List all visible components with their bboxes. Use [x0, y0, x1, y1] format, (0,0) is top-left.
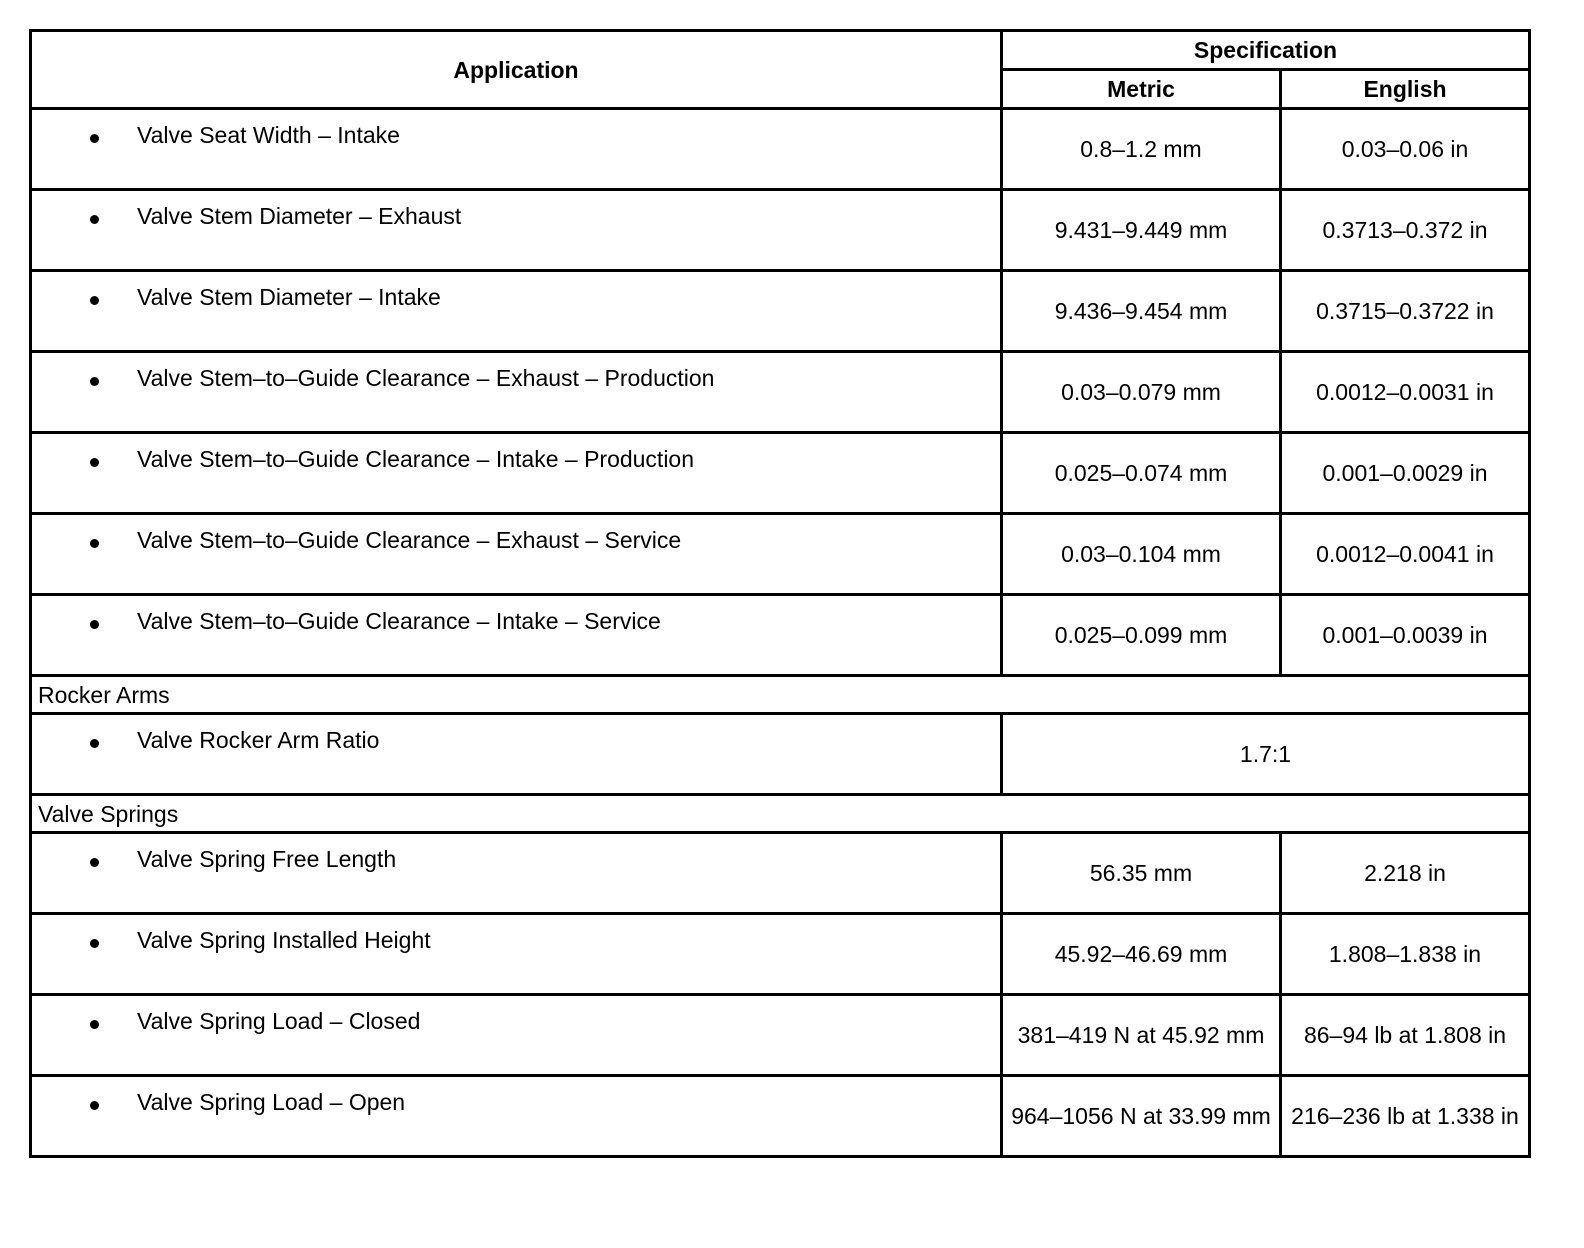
category-label: Valve Springs — [31, 795, 1530, 833]
metric-header: Metric — [1002, 70, 1281, 109]
application-label: Valve Spring Installed Height — [137, 927, 431, 953]
english-value: 0.001–0.0029 in — [1281, 433, 1530, 514]
table-row — [31, 595, 1530, 676]
table-row — [31, 190, 1530, 271]
application-cell — [31, 190, 1002, 271]
bullet-icon — [90, 539, 99, 548]
application-cell — [31, 271, 1002, 352]
english-header: English — [1281, 70, 1530, 109]
category-row-valve-springs — [31, 795, 1530, 833]
english-value: 0.0012–0.0031 in — [1281, 352, 1530, 433]
bullet-icon — [90, 215, 99, 224]
metric-value: 381–419 N at 45.92 mm — [1002, 995, 1281, 1076]
bullet-icon — [90, 939, 99, 948]
ratio-value: 1.7:1 — [1002, 714, 1530, 795]
metric-value: 0.03–0.079 mm — [1002, 352, 1281, 433]
application-cell — [31, 514, 1002, 595]
table-row — [31, 433, 1530, 514]
english-value: 0.03–0.06 in — [1281, 109, 1530, 190]
application-header: Application — [31, 31, 1002, 109]
bullet-icon — [90, 620, 99, 629]
bullet-icon — [90, 739, 99, 748]
application-cell — [31, 433, 1002, 514]
application-label: Valve Seat Width – Intake — [137, 122, 400, 148]
application-cell — [31, 914, 1002, 995]
metric-value: 9.431–9.449 mm — [1002, 190, 1281, 271]
application-label: Valve Stem Diameter – Intake — [137, 284, 441, 310]
specification-table — [29, 29, 1531, 1158]
metric-value: 0.025–0.099 mm — [1002, 595, 1281, 676]
english-value: 0.3715–0.3722 in — [1281, 271, 1530, 352]
bullet-icon — [90, 458, 99, 467]
application-cell — [31, 995, 1002, 1076]
english-value: 0.001–0.0039 in — [1281, 595, 1530, 676]
application-cell — [31, 109, 1002, 190]
header-row-top — [31, 31, 1530, 70]
category-label: Rocker Arms — [31, 676, 1530, 714]
application-cell — [31, 833, 1002, 914]
english-value: 216–236 lb at 1.338 in — [1281, 1076, 1530, 1157]
metric-value: 45.92–46.69 mm — [1002, 914, 1281, 995]
application-label: Valve Spring Load – Closed — [137, 1008, 421, 1034]
specification-header: Specification — [1002, 31, 1530, 70]
metric-value: 9.436–9.454 mm — [1002, 271, 1281, 352]
metric-value: 0.8–1.2 mm — [1002, 109, 1281, 190]
table-row — [31, 109, 1530, 190]
table-row — [31, 514, 1530, 595]
bullet-icon — [90, 858, 99, 867]
english-value: 86–94 lb at 1.808 in — [1281, 995, 1530, 1076]
application-cell — [31, 1076, 1002, 1157]
application-label: Valve Stem–to–Guide Clearance – Intake – Service — [137, 608, 661, 634]
metric-value: 56.35 mm — [1002, 833, 1281, 914]
table-row — [31, 714, 1530, 795]
bullet-icon — [90, 1101, 99, 1110]
bullet-icon — [90, 296, 99, 305]
application-cell — [31, 595, 1002, 676]
application-cell — [31, 352, 1002, 433]
bullet-icon — [90, 134, 99, 143]
application-label: Valve Stem–to–Guide Clearance – Exhaust – Service — [137, 527, 682, 553]
english-value: 0.3713–0.372 in — [1281, 190, 1530, 271]
table-row — [31, 995, 1530, 1076]
application-label: Valve Stem–to–Guide Clearance – Exhaust – Production — [137, 365, 715, 391]
table-row — [31, 914, 1530, 995]
table-row — [31, 352, 1530, 433]
bullet-icon — [90, 1020, 99, 1029]
application-label: Valve Spring Load – Open — [137, 1089, 406, 1115]
english-value: 1.808–1.838 in — [1281, 914, 1530, 995]
table-row — [31, 1076, 1530, 1157]
metric-value: 0.025–0.074 mm — [1002, 433, 1281, 514]
application-label: Valve Rocker Arm Ratio — [137, 727, 380, 753]
application-label: Valve Stem Diameter – Exhaust — [137, 203, 462, 229]
metric-value: 0.03–0.104 mm — [1002, 514, 1281, 595]
bullet-icon — [90, 377, 99, 386]
category-row-rocker-arms — [31, 676, 1530, 714]
table-row — [31, 833, 1530, 914]
english-value: 0.0012–0.0041 in — [1281, 514, 1530, 595]
english-value: 2.218 in — [1281, 833, 1530, 914]
application-cell — [31, 714, 1002, 795]
application-label: Valve Spring Free Length — [137, 846, 397, 872]
table-row — [31, 271, 1530, 352]
metric-value: 964–1056 N at 33.99 mm — [1002, 1076, 1281, 1157]
application-label: Valve Stem–to–Guide Clearance – Intake – Production — [137, 446, 695, 472]
